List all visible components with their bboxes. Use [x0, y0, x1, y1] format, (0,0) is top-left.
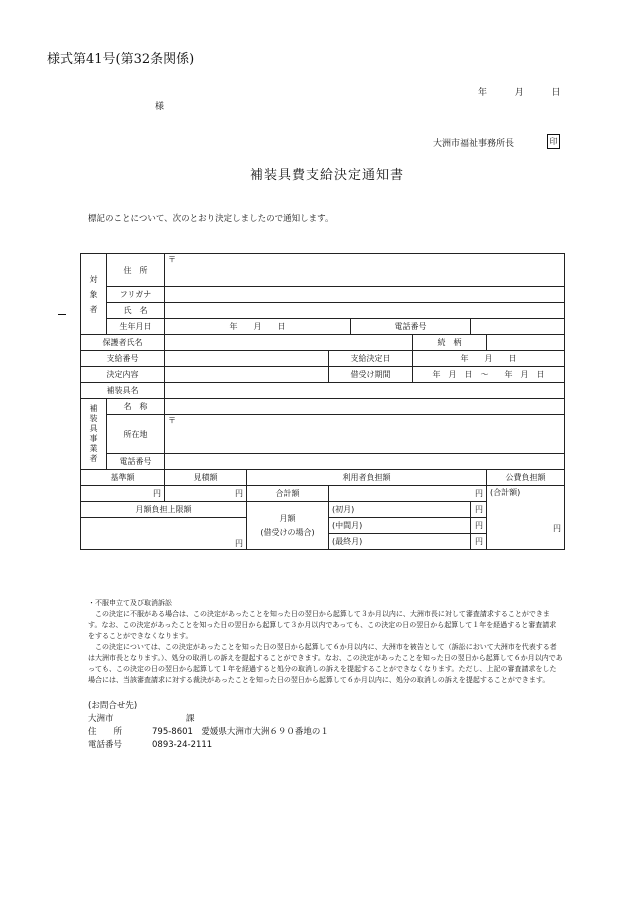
monthly-label: 月額 (借受けの場合) — [247, 502, 329, 550]
middle-month-yen[interactable]: 円 — [471, 518, 487, 534]
relation-label: 続 柄 — [413, 335, 487, 351]
loan-period-label: 借受け期間 — [329, 367, 413, 383]
table-row — [81, 470, 565, 486]
table-row — [81, 486, 565, 502]
device-name-field[interactable] — [165, 383, 565, 399]
payment-date-label: 支給決定日 — [329, 351, 413, 367]
address-field[interactable] — [165, 254, 565, 287]
device-name-label: 補装具名 — [81, 383, 165, 399]
appeal-notes — [88, 598, 563, 686]
date-month-label: 月 — [514, 88, 524, 98]
date-day-label: 日 — [551, 88, 561, 98]
public-total-paren-label: (合計額) — [490, 488, 521, 497]
payment-date-field[interactable]: 年 月 日 — [413, 351, 565, 367]
contact-address-value: 795-8601 愛媛県大洲市大洲６９０番地の１ — [152, 727, 329, 737]
contact-block — [88, 700, 329, 752]
decision-label: 決定内容 — [81, 367, 165, 383]
side-mark — [58, 314, 66, 315]
table-row — [81, 254, 565, 287]
subject-label: 対 象 者 — [81, 254, 107, 335]
contact-heading: (お問合せ先) — [88, 701, 138, 711]
base-amount-label: 基準額 — [81, 470, 165, 486]
contact-address-label: 住 所 — [88, 727, 123, 737]
payment-number-label: 支給番号 — [81, 351, 165, 367]
provider-name-label: 名 称 — [107, 399, 165, 415]
contact-phone-value: 0893-24-2111 — [152, 740, 213, 750]
provider-postal-mark: 〒 — [168, 416, 176, 425]
contact-division — [88, 713, 329, 726]
user-burden-label: 利用者負担額 — [247, 470, 487, 486]
phone-label: 電話番号 — [351, 319, 471, 335]
public-burden-label: 公費負担額 — [487, 470, 565, 486]
payment-number-field[interactable] — [165, 351, 329, 367]
table-row — [81, 383, 565, 399]
provider-name-field[interactable] — [165, 399, 565, 415]
document-title: 補装具費支給決定通知書 — [250, 168, 405, 183]
seal-mark: 印 — [547, 134, 560, 149]
address-label: 住 所 — [107, 254, 165, 287]
monthly-cap-field[interactable]: 円 — [81, 518, 247, 550]
furigana-label: フリガナ — [107, 287, 165, 303]
table-row — [81, 454, 565, 470]
table-row — [81, 335, 565, 351]
birth-label: 生年月日 — [107, 319, 165, 335]
last-month-yen[interactable]: 円 — [471, 534, 487, 550]
provider-phone-label: 電話番号 — [107, 454, 165, 470]
date-year-label: 年 — [478, 88, 488, 98]
provider-address-label: 所在地 — [107, 415, 165, 454]
guardian-label: 保護者氏名 — [81, 335, 165, 351]
issuer-name: 大洲市福祉事務所長 — [433, 139, 515, 149]
monthly-cap-label: 月額負担上限額 — [81, 502, 247, 518]
public-burden-field[interactable] — [487, 486, 565, 550]
phone-field[interactable] — [471, 319, 565, 335]
table-row — [81, 351, 565, 367]
notes-heading: ・不服申立て及び取消訴訟 — [88, 599, 172, 607]
notes-paragraph-1: この決定に不服がある場合は、この決定があったことを知った日の翌日から起算して３か月以内に、大洲市長に対して審査請求することができます。なお、この決定があったことを知った日の翌日から起算して３か月以内であっても、この決定の日の翌日から起算して１年を経過すると審査請求をすることができなくなります。 — [88, 610, 557, 640]
first-month-label: (初月) — [329, 502, 471, 518]
form-number: 様式第41号(第32条関係) — [47, 52, 195, 67]
name-field[interactable] — [165, 303, 565, 319]
estimate-field[interactable]: 円 — [165, 486, 247, 502]
provider-address-field[interactable] — [165, 415, 565, 454]
table-row — [81, 399, 565, 415]
contact-address — [88, 726, 329, 739]
furigana-field[interactable] — [165, 287, 565, 303]
birth-field[interactable]: 年 月 日 — [165, 319, 351, 335]
table-row — [81, 367, 565, 383]
guardian-field[interactable] — [165, 335, 413, 351]
loan-period-field[interactable]: 年 月 日 ～ 年 月 日 — [413, 367, 565, 383]
total-label: 合計額 — [247, 486, 329, 502]
contact-city: 大洲市 — [88, 714, 114, 724]
relation-field[interactable] — [487, 335, 565, 351]
base-amount-field[interactable]: 円 — [81, 486, 165, 502]
first-month-yen[interactable]: 円 — [471, 502, 487, 518]
middle-month-label: (中間月) — [329, 518, 471, 534]
intro-text: 標記のことについて、次のとおり決定しましたので通知します。 — [88, 214, 334, 224]
notes-paragraph-2: この決定については、この決定があったことを知った日の翌日から起算して６か月以内に、大洲市を被告として（訴訟において大洲市を代表する者は大洲市長となります。）、処分の取消しの訴えを提起することができます。なお、この決定があったことを知った日の翌日から起算して６か月以内であっても、この決定の日の翌日から起算して１年を経過すると処分の取消しの訴えを提起することができなくなります。ただし、上記の審査請求をした場合には、当該審査請求に対する裁決があったことを知った日の翌日から起算して６か月以内に、処分の取消しの訴えを提起することができます。 — [88, 643, 563, 684]
decision-table — [80, 253, 565, 550]
issue-date — [478, 85, 561, 98]
recipient-suffix: 様 — [155, 102, 165, 112]
table-row — [81, 287, 565, 303]
name-label: 氏 名 — [107, 303, 165, 319]
estimate-label: 見積額 — [165, 470, 247, 486]
table-row — [81, 303, 565, 319]
decision-field[interactable] — [165, 367, 329, 383]
last-month-label: (最終月) — [329, 534, 471, 550]
provider-label: 補 装 具 事 業 者 — [81, 399, 107, 470]
contact-division-suffix: 課 — [186, 714, 195, 724]
postal-mark: 〒 — [168, 255, 176, 264]
contact-phone — [88, 739, 329, 752]
total-field[interactable]: 円 — [329, 486, 487, 502]
contact-phone-label: 電話番号 — [88, 740, 123, 750]
provider-phone-field[interactable] — [165, 454, 565, 470]
table-row — [81, 319, 565, 335]
public-burden-yen: 円 — [553, 524, 562, 533]
table-row — [81, 415, 565, 454]
